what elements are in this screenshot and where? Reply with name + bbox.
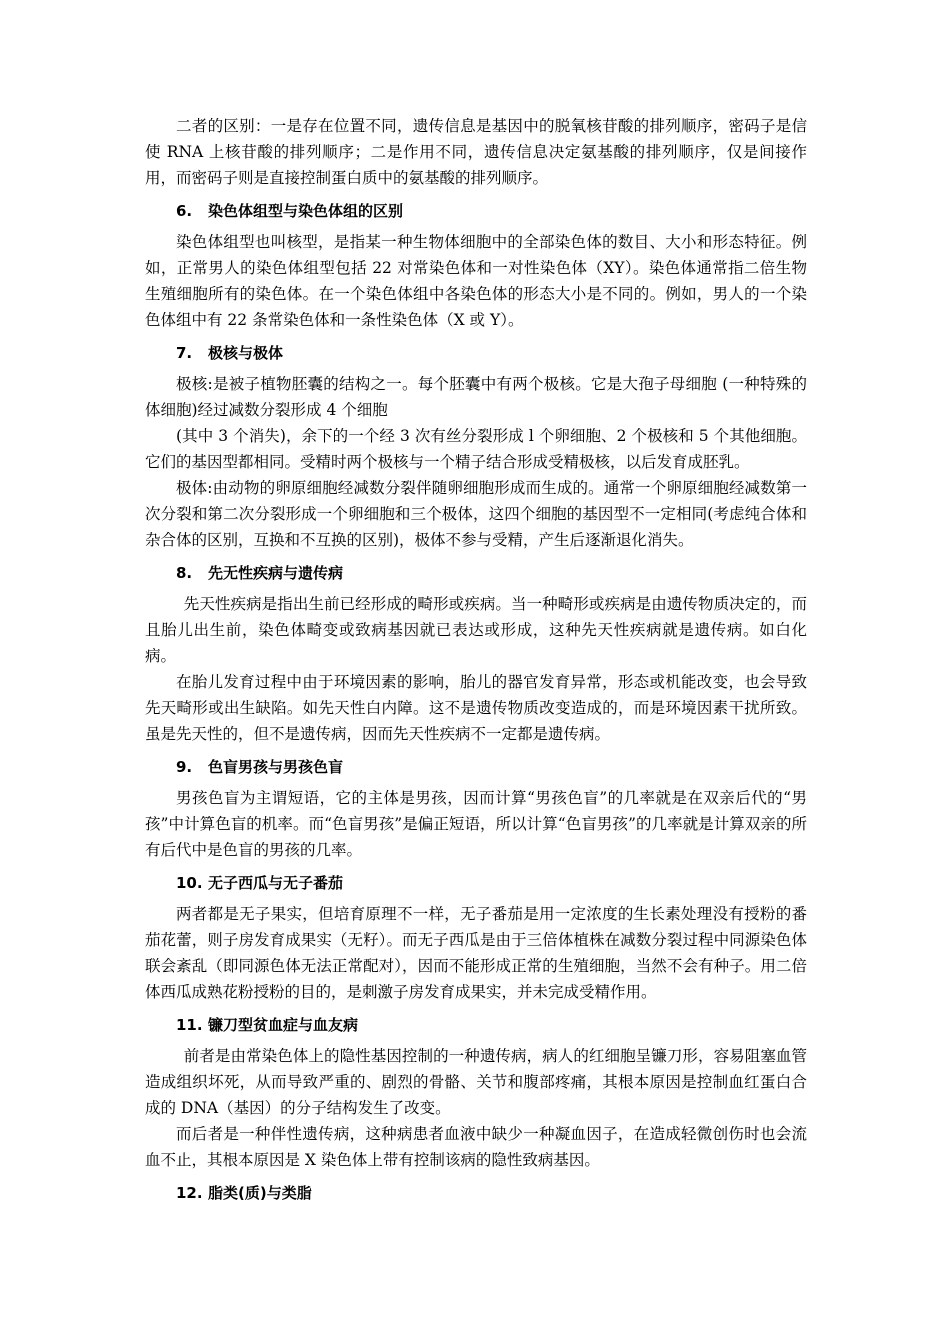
section-heading-8 [145, 560, 807, 586]
paragraph: 染色体组型也叫核型，是指某一种生物体细胞中的全部染色体的数目、大小和形态特征。例如，正常男人的染色体组型包括 22 对常染色体和一对性染色体（XY）。染色体通常指二倍生物生殖细胞所有的染色体。在一个染色体组中各染色体的形态大小是不同的。例如，男人的一个染色体组中有 22 条常染色体和一条性染色体（X 或 Y）。 [145, 233, 807, 329]
paragraph: 极体:由动物的卵原细胞经减数分裂伴随卵细胞形成而生成的。通常一个卵原细胞经减数第一次分裂和第二次分裂形成一个卵细胞和三个极体，这四个细胞的基因型不一定相同(考虑纯合体和杂合体的区别，互换和不互换的区别)，极体不参与受精，产生后逐渐退化消失。 [145, 479, 807, 549]
paragraph: 而后者是一种伴性遗传病，这种病患者血液中缺少一种凝血因子，在造成轻微创伤时也会流血不止，其根本原因是 X 染色体上带有控制该病的隐性致病基因。 [145, 1125, 807, 1169]
section-number: 12. [176, 1184, 203, 1202]
section-title: 染色体组型与染色体组的区别 [208, 202, 404, 220]
section-title: 极核与极体 [208, 344, 284, 362]
section-number: 10. [176, 874, 203, 892]
paragraph: 在胎儿发育过程中由于环境因素的影响，胎儿的器官发育异常，形态或机能改变，也会导致先天畸形或出生缺陷。如先天性白内障。这不是遗传物质改变造成的，而是环境因素干扰所致。虽是先天性的，但不是遗传病，因而先天性疾病不一定都是遗传病。 [145, 673, 807, 743]
section-heading-12 [145, 1180, 807, 1206]
paragraph: (其中 3 个消失)，余下的一个经 3 次有丝分裂形成 l 个卵细胞、2 个极核和 5 个其他细胞。它们的基因型都相同。受精时两个极核与一个精子结合形成受精极核，以后发育成胚乳。 [145, 427, 807, 471]
section-heading-10 [145, 870, 807, 896]
paragraph: 极核:是被子植物胚囊的结构之一。每个胚囊中有两个极核。它是大孢子母细胞 (一种特殊的体细胞)经过减数分裂形成 4 个细胞 [145, 375, 807, 419]
section-number: 6. [176, 202, 193, 220]
section-number: 7. [176, 344, 193, 362]
section-title: 无子西瓜与无子番茄 [208, 874, 344, 892]
document-body [145, 113, 807, 1211]
section-heading-7 [145, 340, 807, 366]
section-heading-9 [145, 754, 807, 780]
section-title: 先无性疾病与遗传病 [208, 564, 344, 582]
section-title: 色盲男孩与男孩色盲 [208, 758, 344, 776]
section-heading-11 [145, 1012, 807, 1038]
paragraph: 两者都是无子果实，但培育原理不一样，无子番茄是用一定浓度的生长素处理没有授粉的番茄花蕾，则子房发育成果实（无籽）。而无子西瓜是由于三倍体植株在减数分裂过程中同源染色体联会紊乱（即同源色体无法正常配对），因而不能形成正常的生殖细胞，当然不会有种子。用二倍体西瓜成熟花粉授粉的目的，是刺激子房发育成果实，并未完成受精作用。 [145, 905, 807, 1001]
section-title: 脂类(质)与类脂 [208, 1184, 312, 1202]
paragraph: 前者是由常染色体上的隐性基因控制的一种遗传病，病人的红细胞呈镰刀形，容易阻塞血管造成组织坏死，从而导致严重的、剧烈的骨骼、关节和腹部疼痛，其根本原因是控制血红蛋白合成的 DNA（基因）的分子结构发生了改变。 [145, 1047, 807, 1117]
section-title: 镰刀型贫血症与血友病 [208, 1016, 359, 1034]
section-heading-6 [145, 198, 807, 224]
paragraph-difference-summary: 二者的区别：一是存在位置不同，遗传信息是基因中的脱氧核苷酸的排列顺序，密码子是信使 RNA 上核苷酸的排列顺序；二是作用不同，遗传信息决定氨基酸的排列顺序，仅是间接作用，而密码子则是直接控制蛋白质中的氨基酸的排列顺序。 [145, 117, 807, 187]
section-number: 11. [176, 1016, 203, 1034]
paragraph: 先天性疾病是指出生前已经形成的畸形或疾病。当一种畸形或疾病是由遗传物质决定的，而且胎儿出生前，染色体畸变或致病基因就已表达或形成，这种先天性疾病就是遗传病。如白化病。 [145, 595, 807, 665]
paragraph: 男孩色盲为主谓短语，它的主体是男孩，因而计算“男孩色盲”的几率就是在双亲后代的“男孩”中计算色盲的机率。而“色盲男孩”是偏正短语，所以计算“色盲男孩”的几率就是计算双亲的所有后代中是色盲的男孩的几率。 [145, 789, 807, 859]
section-number: 8. [176, 564, 193, 582]
section-number: 9. [176, 758, 193, 776]
